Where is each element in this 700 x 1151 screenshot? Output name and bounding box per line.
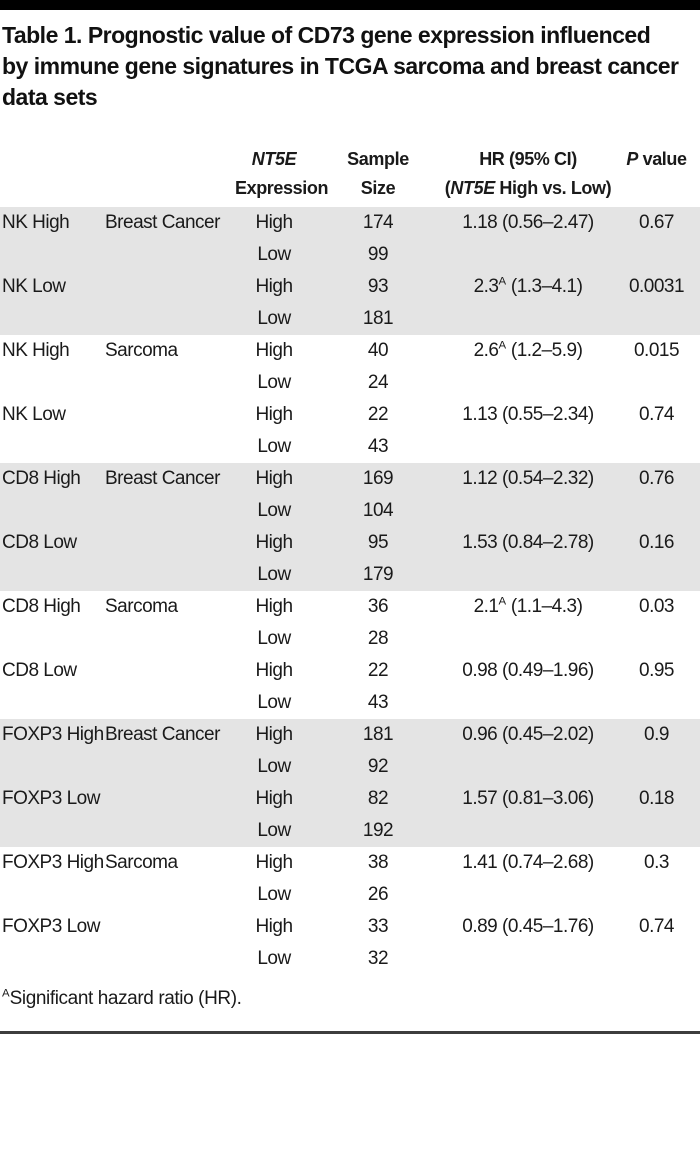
table-row	[0, 495, 700, 527]
table-row	[0, 879, 700, 911]
signature-cell: NK Low	[2, 276, 66, 297]
header-hr-rest: High vs. Low)	[494, 178, 612, 198]
signature-cell: FOXP3 High	[2, 724, 104, 745]
expression-cell: High	[255, 916, 293, 937]
table-row	[0, 911, 700, 943]
sample-size-cell: 43	[367, 692, 389, 713]
sample-size-cell: 181	[362, 308, 394, 329]
significance-marker: A	[498, 275, 507, 288]
p-value-cell: 0.67	[639, 212, 674, 233]
header-hr-open-paren: (	[444, 178, 451, 198]
table-row	[0, 271, 700, 303]
p-value-cell: 0.74	[639, 916, 674, 937]
sample-size-cell: 43	[367, 436, 389, 457]
header-sample-size	[313, 145, 443, 203]
p-value-cell: 0.3	[644, 852, 669, 873]
sample-size-cell: 92	[367, 756, 389, 777]
table-row	[0, 463, 700, 495]
p-value-cell: 0.0031	[628, 276, 685, 297]
expression-cell: High	[255, 212, 293, 233]
sample-size-cell: 99	[367, 244, 389, 265]
header-hr-ci	[443, 145, 613, 203]
p-value-cell: 0.9	[644, 724, 669, 745]
table-row	[0, 239, 700, 271]
table-row	[0, 591, 700, 623]
signature-cell: CD8 Low	[2, 532, 77, 553]
expression-cell: High	[255, 340, 293, 361]
table-row	[0, 367, 700, 399]
header-p-label	[613, 145, 700, 174]
table-row	[0, 207, 700, 239]
signature-cell: FOXP3 Low	[2, 916, 100, 937]
expression-cell: Low	[257, 948, 291, 969]
hr-cell: 1.13 (0.55–2.34)	[462, 404, 594, 425]
p-value-cell: 0.03	[639, 596, 674, 617]
sample-size-cell: 33	[367, 916, 389, 937]
p-value-cell: 0.74	[639, 404, 674, 425]
expression-cell: High	[255, 596, 293, 617]
table-row	[0, 431, 700, 463]
footnote-text: Significant hazard ratio (HR).	[9, 988, 242, 1009]
sample-size-cell: 179	[362, 564, 394, 585]
table-row	[0, 399, 700, 431]
expression-cell: Low	[257, 436, 291, 457]
table-title-line-2: by immune gene signatures in TCGA sarcoma and breast cancer	[2, 53, 679, 79]
header-hr-gene: NT5E	[450, 178, 495, 198]
header-expression-label: Expression	[235, 178, 329, 198]
expression-cell: High	[255, 404, 293, 425]
sample-size-cell: 181	[362, 724, 394, 745]
sample-size-cell: 82	[367, 788, 389, 809]
header-nt5e-gene: NT5E	[251, 149, 297, 169]
table-row	[0, 815, 700, 847]
p-value-cell: 0.76	[639, 468, 674, 489]
table-body	[0, 207, 700, 975]
header-hr-label: HR (95% CI)	[479, 149, 577, 169]
table-row	[0, 527, 700, 559]
sample-size-cell: 104	[362, 500, 394, 521]
cancer-type-cell: Breast Cancer	[105, 724, 220, 745]
signature-cell: NK High	[2, 212, 70, 233]
expression-cell: High	[255, 532, 293, 553]
hr-cell: 0.96 (0.45–2.02)	[462, 724, 594, 745]
cancer-type-cell: Sarcoma	[105, 852, 178, 873]
bottom-rule-bar	[0, 1031, 700, 1034]
table-row	[0, 655, 700, 687]
cancer-type-cell: Sarcoma	[105, 596, 178, 617]
signature-cell: NK Low	[2, 404, 66, 425]
sample-size-cell: 28	[367, 628, 389, 649]
table-title-line-3: data sets	[2, 84, 98, 110]
hr-cell: 1.53 (0.84–2.78)	[462, 532, 594, 553]
expression-cell: Low	[257, 564, 291, 585]
sample-size-cell: 40	[367, 340, 389, 361]
header-size-label: Size	[360, 178, 396, 198]
p-value-cell: 0.015	[633, 340, 680, 361]
footnote-marker: A	[2, 987, 10, 1000]
hr-cell: 1.12 (0.54–2.32)	[462, 468, 594, 489]
expression-cell: Low	[257, 500, 291, 521]
sample-size-cell: 22	[367, 404, 389, 425]
table-title-line-1: Table 1. Prognostic value of CD73 gene expression influenced	[2, 22, 651, 48]
sample-size-cell: 38	[367, 852, 389, 873]
sample-size-cell: 93	[367, 276, 389, 297]
table-row	[0, 943, 700, 975]
expression-cell: Low	[257, 372, 291, 393]
expression-cell: High	[255, 852, 293, 873]
sample-size-cell: 174	[362, 212, 394, 233]
expression-cell: Low	[257, 244, 291, 265]
sample-size-cell: 26	[367, 884, 389, 905]
table-row	[0, 303, 700, 335]
header-sample-label: Sample	[347, 149, 409, 169]
signature-cell: NK High	[2, 340, 70, 361]
significance-marker: A	[498, 339, 507, 352]
signature-cell: CD8 High	[2, 468, 81, 489]
top-rule-bar	[0, 0, 700, 10]
expression-cell: High	[255, 724, 293, 745]
table-row	[0, 783, 700, 815]
signature-cell: FOXP3 High	[2, 852, 104, 873]
cancer-type-cell: Breast Cancer	[105, 212, 220, 233]
table-row	[0, 335, 700, 367]
signature-cell: CD8 Low	[2, 660, 77, 681]
signature-cell: CD8 High	[2, 596, 81, 617]
hr-cell: 0.89 (0.45–1.76)	[462, 916, 594, 937]
expression-cell: High	[255, 660, 293, 681]
hr-cell: $2.1^A$ (1.1–4.3)	[473, 595, 583, 617]
significance-marker: A	[498, 595, 507, 608]
table-row	[0, 719, 700, 751]
expression-cell: Low	[257, 820, 291, 841]
header-p-rest: value	[637, 149, 687, 169]
expression-cell: Low	[257, 308, 291, 329]
sample-size-cell: 32	[367, 948, 389, 969]
expression-cell: Low	[257, 628, 291, 649]
hr-cell: $2.6^A$ (1.2–5.9)	[473, 339, 583, 361]
header-hr-sublabel	[443, 174, 613, 203]
hr-cell: 1.18 (0.56–2.47)	[462, 212, 594, 233]
sample-size-cell: 192	[362, 820, 394, 841]
header-nt5e-expression	[235, 145, 329, 203]
sample-size-cell: 95	[367, 532, 389, 553]
sample-size-cell: 169	[362, 468, 394, 489]
sample-size-cell: 24	[367, 372, 389, 393]
hr-cell: 1.57 (0.81–3.06)	[462, 788, 594, 809]
sample-size-cell: 22	[367, 660, 389, 681]
expression-cell: Low	[257, 884, 291, 905]
table-row	[0, 847, 700, 879]
cancer-type-cell: Breast Cancer	[105, 468, 220, 489]
data-table	[0, 145, 700, 975]
expression-cell: High	[255, 788, 293, 809]
cancer-type-cell: Sarcoma	[105, 340, 178, 361]
p-value-cell: 0.95	[639, 660, 674, 681]
hr-cell: 1.41 (0.74–2.68)	[462, 852, 594, 873]
hr-cell: $2.3^A$ (1.3–4.1)	[473, 275, 583, 297]
p-value-cell: 0.18	[639, 788, 674, 809]
table-row	[0, 559, 700, 591]
header-p-italic: P	[626, 149, 638, 169]
expression-cell: Low	[257, 756, 291, 777]
table-row	[0, 623, 700, 655]
expression-cell: High	[255, 468, 293, 489]
signature-cell: FOXP3 Low	[2, 788, 100, 809]
sample-size-cell: 36	[367, 596, 389, 617]
expression-cell: Low	[257, 692, 291, 713]
expression-cell: High	[255, 276, 293, 297]
table-header-row	[0, 145, 700, 207]
table-footnote	[2, 988, 698, 1010]
hr-cell: 0.98 (0.49–1.96)	[462, 660, 594, 681]
table-row	[0, 687, 700, 719]
table-row	[0, 751, 700, 783]
p-value-cell: 0.16	[639, 532, 674, 553]
table-title	[2, 20, 698, 113]
header-p-value	[613, 145, 700, 174]
